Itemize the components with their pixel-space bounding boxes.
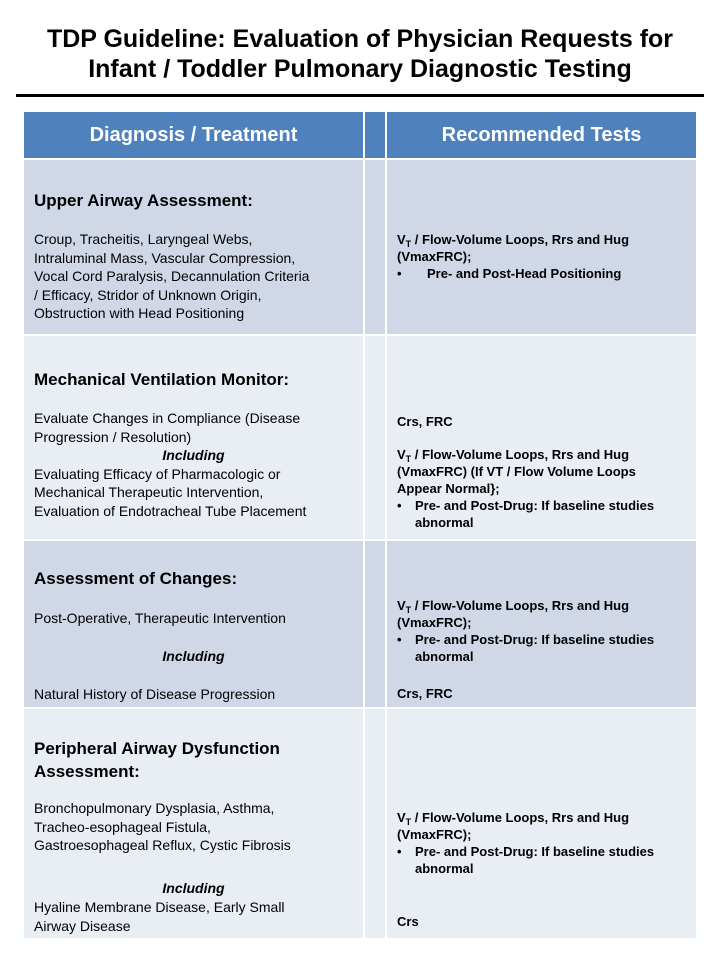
spacer-cell [365,160,385,334]
tests-bullet: • Pre- and Post-Drug: If baseline studies [397,498,655,513]
row-description [34,409,353,521]
row-description [34,799,353,855]
including-label: Including [162,447,225,464]
row-description [34,898,353,935]
spacer-cell [365,709,385,938]
header-diagnosis: Diagnosis / Treatment [24,112,363,158]
title-line-1: TDP Guideline: Evaluation of Physician Requests for [46,25,674,53]
tests-bullet: • Pre- and Post-Head Positioning [397,266,622,281]
desc-line: Bronchopulmonary Dysplasia, Asthma, [34,800,275,816]
row-heading: Upper Airway Assessment: [34,191,253,210]
spacer-cell [365,541,385,707]
tests-bullet-cont: abnormal [415,649,474,664]
tests-crs: Crs, FRC [397,686,453,701]
header-spacer [365,112,385,158]
including-label: Including [162,880,225,896]
diagnosis-cell [24,541,363,707]
table-row [24,709,696,938]
tests-block [397,809,686,877]
tests-line: $V_T$ / Flow-Volume Loops, Rrs and Hug [397,447,630,464]
tests-bullet-cont: abnormal [415,515,474,530]
page-title [0,24,720,84]
diagnosis-cell [24,160,363,334]
desc-line: Gastroesophageal Reflux, Cystic Fibrosis [34,837,291,854]
tests-cell [387,541,696,707]
tests-bullet: • Pre- and Post-Drug: If baseline studies [397,632,655,647]
tests-block [397,597,686,665]
tests-line: (VmaxFRC) (If VT / Flow Volume Loops [397,464,636,479]
tests-crs: Crs [397,914,419,929]
desc-line: Airway Disease [34,917,131,934]
row-heading: Assessment of Changes: [34,569,238,588]
tests-line: (VmaxFRC); [397,615,472,630]
diagnosis-cell [24,709,363,938]
row-description: Post-Operative, Therapeutic Intervention [34,610,286,626]
desc-line: Tracheo-esophageal Fistula, [34,818,211,835]
tests-cell [387,336,696,539]
desc-line: / Efficacy, Stridor of Unknown Origin, [34,286,262,303]
diagnosis-cell [24,336,363,539]
title-divider [16,94,704,97]
desc-line: Intraluminal Mass, Vascular Compression, [34,249,296,266]
header-tests: Recommended Tests [387,112,696,158]
spacer-cell [365,336,385,539]
desc-line: Progression / Resolution) [34,428,192,445]
row-heading: Peripheral Airway Dysfunction Assessment: [34,739,280,781]
tests-line: (VmaxFRC); [397,249,472,264]
row-description [34,230,353,323]
row-description: Natural History of Disease Progression [34,686,276,702]
title-line-2: Infant / Toddler Pulmonary Diagnostic Testing [88,55,632,83]
tests-bullet: • Pre- and Post-Drug: If baseline studies [397,844,655,859]
tests-crs: Crs, FRC [397,414,453,429]
desc-line: Croup, Tracheitis, Laryngeal Webs, [34,231,253,247]
desc-line: Hyaline Membrane Disease, Early Small [34,899,285,915]
row-heading: Mechanical Ventilation Monitor: [34,370,290,389]
tests-line: (VmaxFRC); [397,827,472,842]
desc-line: Mechanical Therapeutic Intervention, [34,484,264,501]
table-row [24,160,696,334]
desc-line: Obstruction with Head Positioning [34,305,245,322]
including-label: Including [162,648,225,664]
table-row [24,541,696,707]
tests-block [397,231,686,282]
table-row [24,336,696,539]
desc-line: Evaluate Changes in Compliance (Disease [34,410,301,426]
tests-block [397,446,686,531]
tests-bullet-cont: abnormal [415,861,474,876]
tests-line: $V_T$ / Flow-Volume Loops, Rrs and Hug [397,810,630,827]
desc-line: Evaluation of Endotracheal Tube Placement [34,502,307,519]
tests-line: $V_T$ / Flow-Volume Loops, Rrs and Hug [397,232,630,249]
desc-line: Evaluating Efficacy of Pharmacologic or [34,465,281,482]
tests-line: $V_T$ / Flow-Volume Loops, Rrs and Hug [397,598,630,615]
tests-line: Appear Normal}; [397,481,500,496]
desc-line: Vocal Cord Paralysis, Decannulation Criteria [34,268,310,285]
tests-cell [387,160,696,334]
tests-cell [387,709,696,938]
